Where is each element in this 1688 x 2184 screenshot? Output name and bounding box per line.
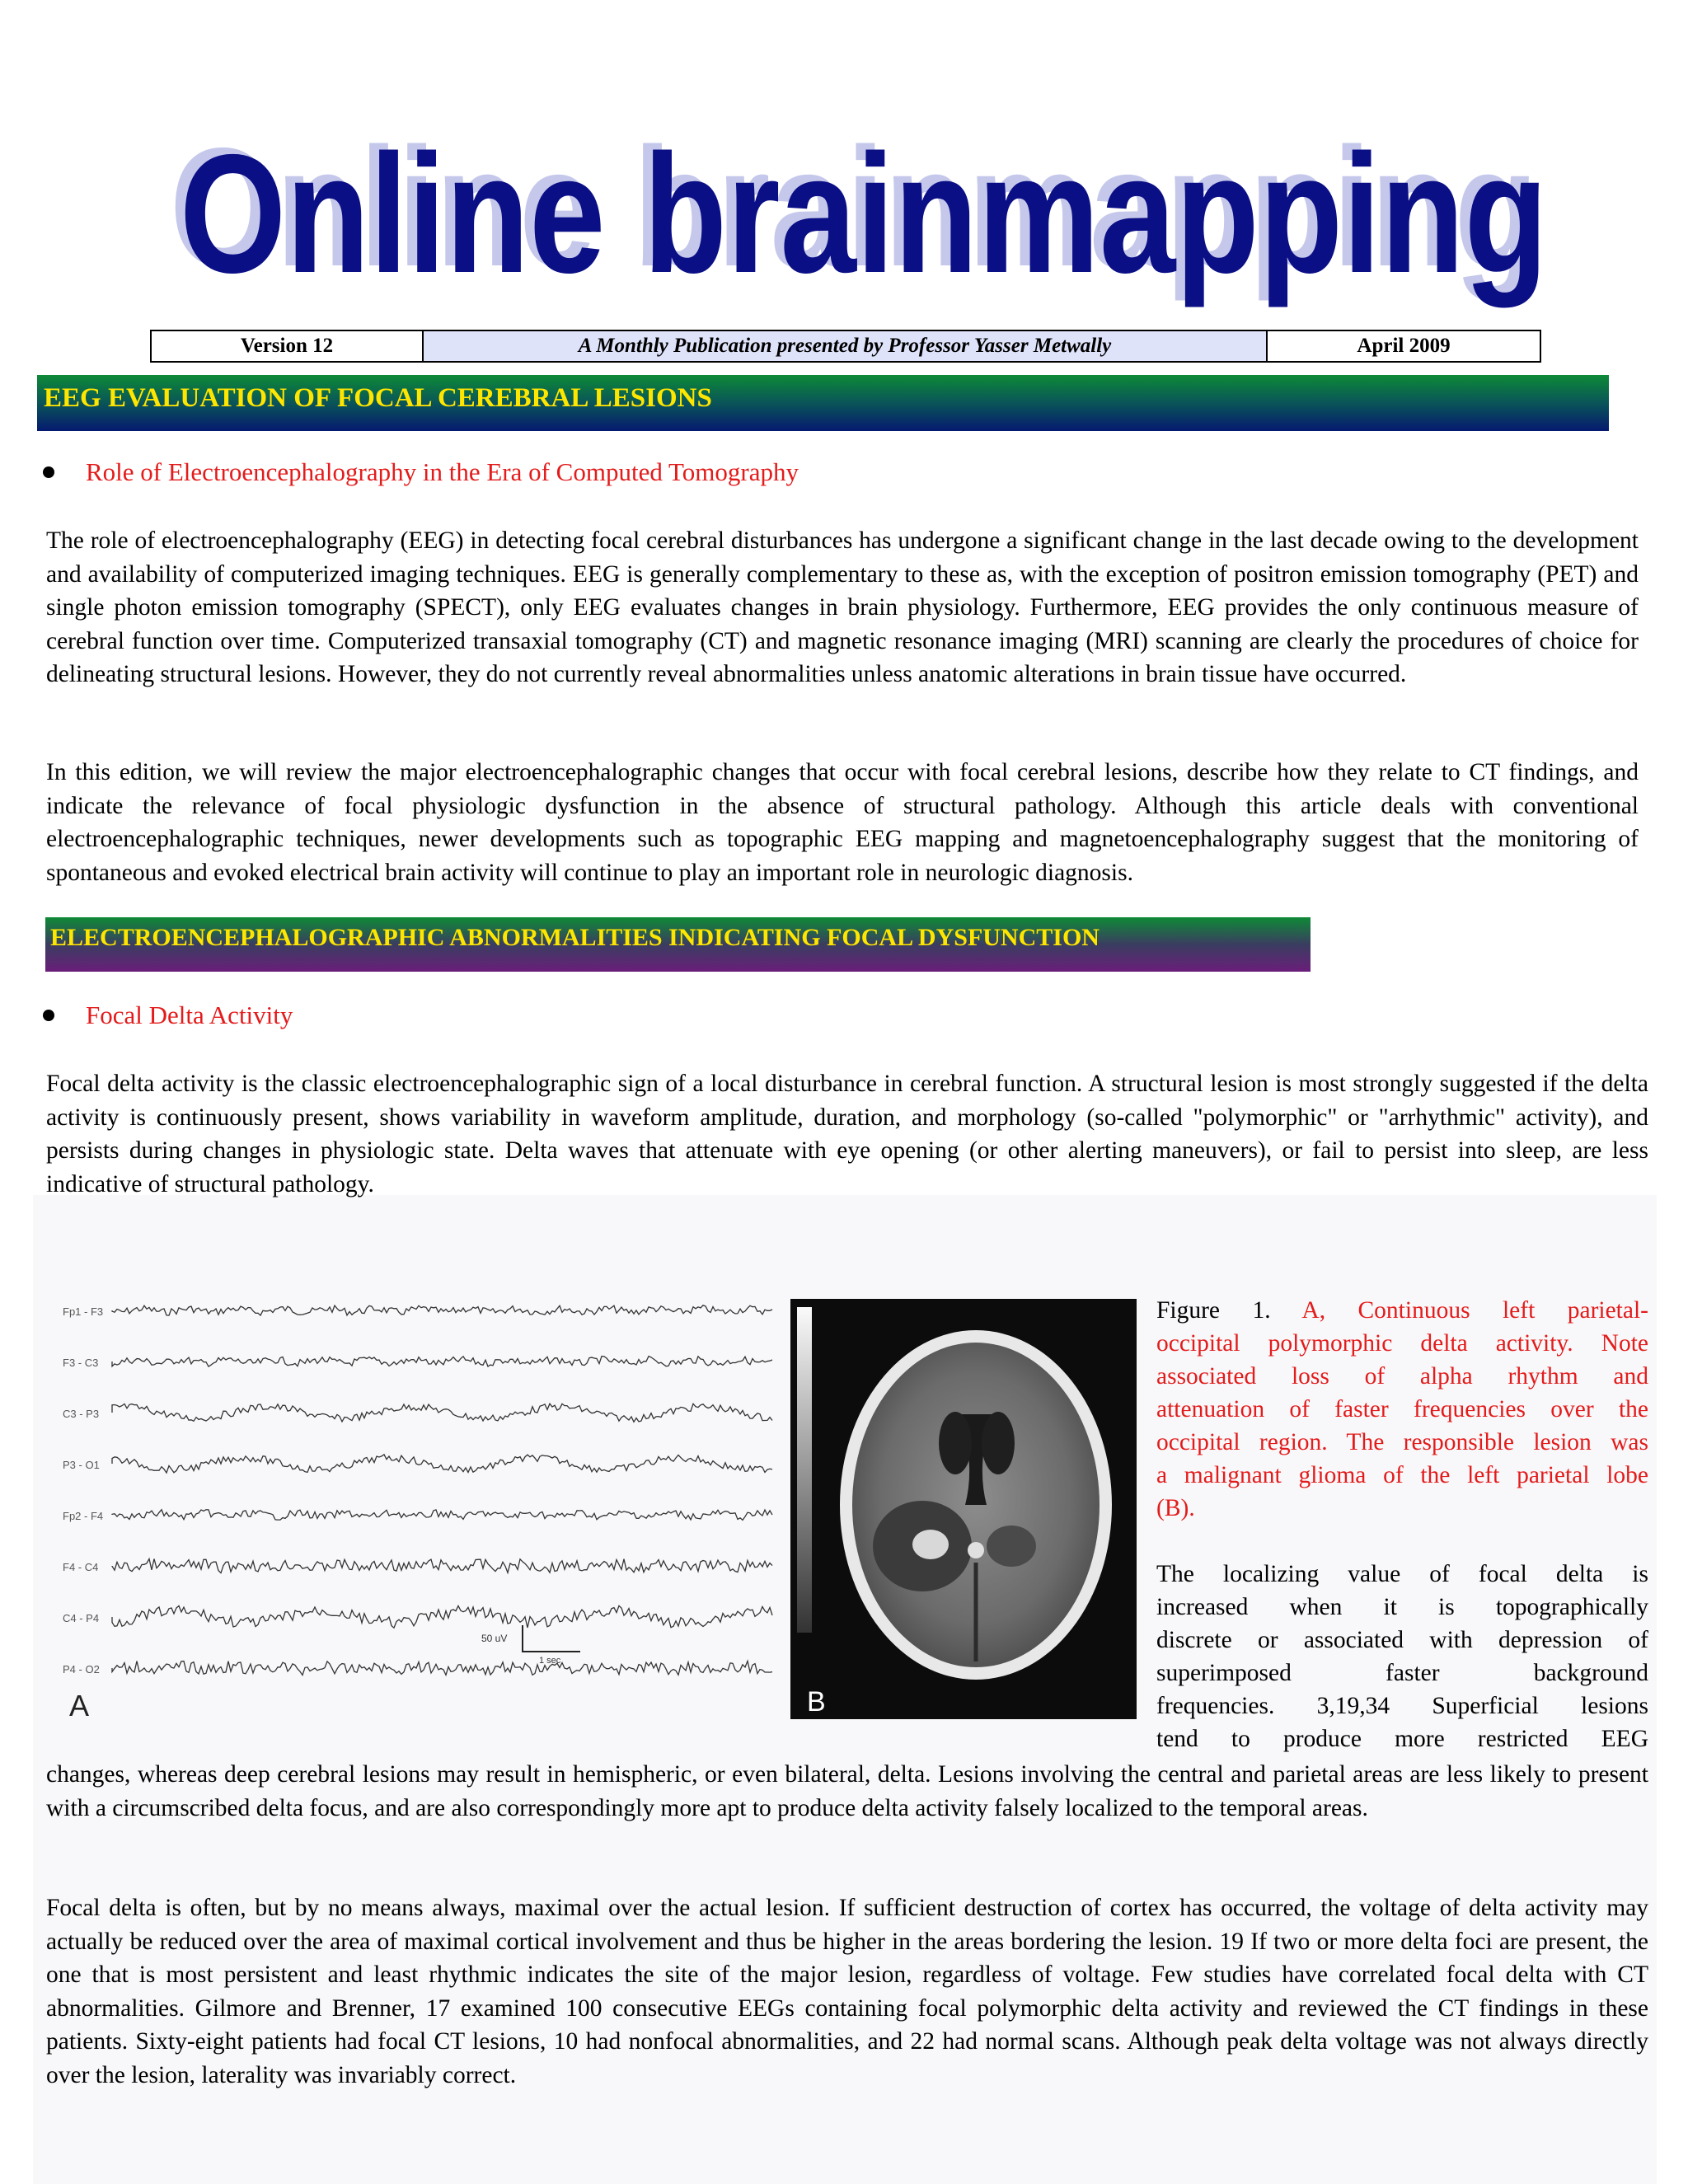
masthead-shadow: Online brainmapping [170,113,1538,302]
bullet-dot-icon [43,1010,54,1021]
eeg-channel-label: C3 - P3 [63,1408,100,1420]
grayscale-bar [797,1307,812,1633]
eeg-channel-label: F3 - C3 [63,1357,99,1369]
eeg-trace [112,1305,772,1315]
calibration-amplitude-label: 50 uV [481,1633,508,1644]
paragraph: In this edition, we will review the major electroencephalographic changes that occur with focal cerebral lesions, describe how they relate to CT findings, and indicate the relevance of focal physiologic dysfunction in the absence of structural pathology. Although this article deals with conventional electroencephalographic techniques, newer developments such as topographic EEG mapping and magnetoencephalography suggest that the monitoring of spontaneous and evoked electrical brain activity will continue to play an important role in neurologic diagnosis. [46,759,1639,886]
eeg-trace [112,1558,772,1572]
masthead-logo [165,87,1550,326]
eeg-trace [112,1455,772,1473]
version-label: Version 12 [152,331,424,361]
calibration-bar [523,1625,580,1652]
bullet-item-role [43,457,799,487]
date-label: April 2009 [1357,335,1451,357]
paragraph: Focal delta is often, but by no means always, maximal over the actual lesion. If sufficient destruction of cortex has occurred, the voltage of delta activity may actually be reduced over the area of maximal cortical involvement and thus be higher in the areas bordering the lesion. 19 If two or more delta foci are present, the one that is most persistent and least rhythmic indicates the site of the major lesion, regardless of voltage. Few studies have correlated focal delta with CT abnormalities. Gilmore and Brenner, 17 examined 100 consecutive EEGs containing focal polymorphic delta activity and reviewed the CT findings in these patients. Sixty-eight patients had focal CT lesions, 10 had nonfocal abnormalities, and 22 had normal scans. Although peak delta voltage was not always directly over the lesion, laterality was invariably correct. [46,1895,1648,2088]
eeg-tracing [61,1296,786,1724]
side-text-line: tend to produce more restricted EEG [1156,1726,1648,1752]
publication-label: A Monthly Publication presented by Professor Yasser Metwally [424,331,1268,361]
section-heading-main: EEG EVALUATION OF FOCAL CEREBRAL LESIONS [37,375,1609,431]
bullet-item-focal-delta [43,1001,293,1030]
side-text-line: discrete or associated with depression of [1156,1627,1648,1653]
eeg-channel-label: P4 - O2 [63,1663,100,1675]
caption-line: a malignant glioma of the left parietal lobe [1156,1462,1648,1488]
paragraph: The role of electroencephalography (EEG) in detecting focal cerebral disturbances has undergone a significant change in the last decade owing to the development and availability of computerized imaging techniques. EEG is generally complementary to these as, with the exception of positron emission tomography (PET) and single photon emission tomography (SPECT), only EEG evaluates changes in brain physiology. Furthermore, EEG provides the only continuous measure of cerebral function over time. Computerized transaxial tomography (CT) and magnetic resonance imaging (MRI) scanning are clearly the procedures of choice for delineating structural lesions. However, they do not currently reveal abnormalities unless anatomic alterations in brain tissue have occurred. [46,527,1639,687]
ct-scan-image [790,1299,1137,1719]
eeg-trace [112,1357,772,1367]
info-bar [150,330,1541,363]
bullet-text: Focal Delta Activity [86,1001,293,1029]
eeg-channel-label: Fp1 - F3 [63,1305,104,1318]
eeg-trace [112,1404,772,1422]
caption-line: associated loss of alpha rhythm and [1156,1363,1648,1390]
caption-line: occipital polymorphic delta activity. Note [1156,1330,1648,1357]
eeg-channel-label: C4 - P4 [63,1612,100,1624]
paragraph: changes, whereas deep cerebral lesions may result in hemispheric, or even bilateral, delta. Lesions involving the central and parietal areas are less likely to present with a circumscribed delta focus, and are also correspondingly more apt to produce delta activity falsely localized to the temporal areas. [46,1761,1648,1821]
eeg-trace [112,1510,772,1521]
eeg-trace [112,1605,772,1628]
side-text-line: frequencies. 3,19,34 Superficial lesions [1156,1693,1648,1719]
calibration-time-label: 1 sec [539,1656,561,1666]
eeg-channel-label: Fp2 - F4 [63,1510,104,1522]
eeg-channel-label: F4 - C4 [63,1561,99,1573]
side-text-line: superimposed faster background [1156,1660,1648,1686]
masthead-title: Online brainmapping [180,120,1548,308]
side-text-line: increased when it is topographically [1156,1594,1648,1620]
caption-line: (B). [1156,1495,1195,1521]
panel-b-label: B [807,1686,826,1718]
bullet-text: Role of Electroencephalography in the Era of Computed Tomography [86,457,799,486]
figure-caption [1156,1294,1648,1755]
caption-line: occipital region. The responsible lesion was [1156,1429,1648,1455]
section-heading-sub: ELECTROENCEPHALOGRAPHIC ABNORMALITIES INDICATING FOCAL DYSFUNCTION [45,917,1311,972]
eeg-channel-label: P3 - O1 [63,1459,100,1471]
caption-line: Figure 1. A, Continuous left parietal- [1156,1297,1648,1324]
panel-a-label: A [69,1689,90,1722]
side-text-line: The localizing value of focal delta is [1156,1561,1648,1587]
bullet-dot-icon [43,466,54,478]
caption-line: attenuation of faster frequencies over the [1156,1396,1648,1422]
paragraph: Focal delta activity is the classic electroencephalographic sign of a local disturbance in cerebral function. A structural lesion is most strongly suggested if the delta activity is continuously present, shows variability in waveform amplitude, duration, and morphology (so-called "polymorphic" or "arrhythmic" activity), and persists during changes in physiologic state. Delta waves that attenuate with eye opening (or other alerting maneuvers), or fail to persist into sleep, are less indicative of structural pathology. [46,1071,1648,1197]
eeg-trace [112,1661,772,1675]
